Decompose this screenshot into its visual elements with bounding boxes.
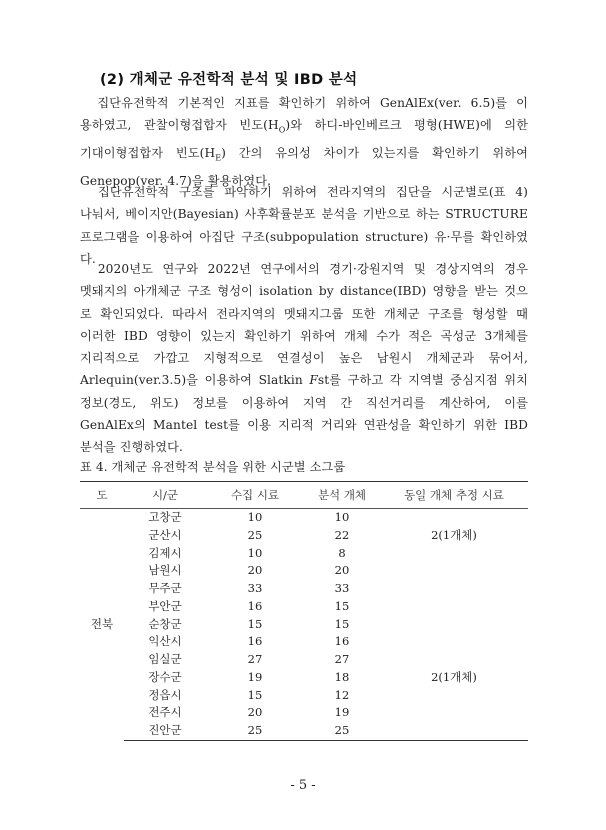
collected-cell: 25 (247, 527, 263, 542)
analyzed-cell: 33 (334, 581, 350, 595)
city-cell: 순창군 (148, 616, 182, 631)
city-cell: 정읍시 (148, 687, 182, 702)
analyzed-cell: 20 (334, 563, 350, 578)
header-collected: 수집 시료 (206, 482, 304, 509)
paragraph-line: 다. (80, 251, 96, 266)
duplicate-cell (380, 580, 528, 598)
table-row (80, 722, 528, 740)
italic-f: F (309, 373, 318, 388)
duplicate-cell (380, 616, 528, 634)
subscript-o: O (278, 125, 286, 135)
analyzed-cell: 12 (334, 687, 350, 702)
collected-cell: 20 (247, 705, 263, 720)
analyzed-cell: 22 (334, 527, 350, 542)
table-row (80, 580, 528, 598)
city-cell: 무주군 (148, 581, 182, 595)
paragraph-genetic-indices (80, 92, 528, 192)
collected-cell: 16 (247, 598, 263, 613)
city-cell: 부안군 (148, 598, 182, 613)
paragraph-line: 나눠서, 베이지안(Bayesian) 사후확률분포 분석을 기반으로 하는 STRUCTURE (80, 207, 528, 222)
header-city: 시/군 (124, 482, 206, 509)
header-province: 도 (80, 482, 124, 509)
collected-cell: 15 (247, 687, 263, 702)
collected-cell: 27 (247, 652, 263, 666)
header-duplicate: 동일 개체 추정 시료 (380, 482, 528, 509)
analyzed-cell: 8 (338, 545, 346, 560)
paragraph-line: 로 확인되었다. 따라서 전라지역의 멧돼지그룹 또한 개체군 구조를 형성할 때 (80, 306, 528, 321)
analyzed-cell: 27 (334, 652, 350, 666)
paragraph-line: 이러한 IBD 영향이 있는지 확인하기 위하여 개체 수가 적은 곡성군 3개체를 (80, 328, 528, 343)
subscript-e: E (215, 153, 222, 163)
city-cell: 진안군 (124, 722, 206, 740)
table-row (80, 527, 528, 545)
analyzed-cell: 19 (334, 705, 350, 720)
collected-cell: 10 (247, 510, 263, 524)
analyzed-cell: 10 (334, 510, 350, 524)
collected-cell: 19 (247, 669, 263, 684)
table-row (80, 598, 528, 616)
city-cell: 전주시 (148, 705, 182, 720)
analyzed-cell: 16 (334, 634, 350, 649)
duplicate-cell: 2(1개체) (431, 527, 477, 542)
paragraph-line: 분석을 진행하였다. (80, 440, 183, 455)
table-row (80, 651, 528, 669)
header-analyzed: 분석 개체 (304, 482, 380, 509)
city-cell: 익산시 (148, 634, 182, 649)
duplicate-cell (380, 651, 528, 669)
analyzed-cell: 18 (334, 669, 350, 684)
paragraph-line: 집단유전학적 구조를 파악하기 위하여 전라지역의 집단을 시군별로(표 4) (80, 185, 528, 199)
sample-group-table (80, 481, 528, 741)
analyzed-cell: 15 (334, 616, 350, 631)
city-cell: 임실군 (148, 652, 182, 666)
section-heading: (2) 개체군 유전학적 분석 및 IBD 분석 (100, 72, 358, 88)
city-cell: 고창군 (148, 510, 182, 524)
paragraph-line: GenAlEx의 Mantel test를 이용 지리적 거리와 연관성을 확인하기 위한 IBD (80, 418, 528, 433)
paragraph-line: 정보(경도, 위도) 정보를 이용하여 지역 간 직선거리를 계산하여, 이를 (80, 395, 528, 410)
duplicate-cell (380, 598, 528, 616)
table-row (80, 545, 528, 563)
paragraph-line: Arlequin(ver.3.5)을 이용하여 Slatkin Fst를 구하고 각 지역별 중심지점 위치 (80, 373, 529, 388)
collected-cell: 33 (247, 581, 263, 595)
analyzed-cell: 15 (334, 598, 350, 613)
table-row (80, 687, 528, 705)
paragraph-ibd-analysis (80, 258, 528, 459)
table-caption: 표 4. 개체군 유전학적 분석을 위한 시군별 소그룹 (80, 460, 346, 474)
duplicate-cell (380, 562, 528, 580)
paragraph-line: 지리적으로 가깝고 지형적으로 연결성이 높은 남원시 개체군과 묶어서, (80, 351, 528, 366)
duplicate-cell (380, 687, 528, 705)
paragraph-line: 집단유전학적 기본적인 지표를 확인하기 위하여 GenAlEx(ver. 6.5)를 이 (80, 96, 528, 110)
paragraph-line: 2020년도 연구와 2022년 연구에서의 경기·강원지역 및 경상지역의 경우 (80, 262, 528, 276)
paragraph-structure-analysis (80, 181, 528, 270)
duplicate-cell: 2(1개체) (431, 669, 477, 684)
duplicate-cell (380, 633, 528, 651)
table-body (80, 509, 528, 741)
collected-cell: 25 (206, 722, 304, 740)
province-cell: 전북 (90, 616, 114, 631)
table-row (80, 562, 528, 580)
table-row (80, 704, 528, 722)
duplicate-cell (380, 509, 528, 527)
table-row (80, 633, 528, 651)
paragraph-line: Genepop(ver. 4.7)을 활용하였다. (80, 173, 272, 188)
table-row (80, 669, 528, 687)
table-row (80, 616, 528, 634)
city-cell: 장수군 (148, 669, 182, 684)
duplicate-cell (380, 704, 528, 722)
city-cell: 김제시 (148, 545, 182, 560)
collected-cell: 10 (247, 545, 263, 560)
table-header-row (80, 482, 528, 509)
collected-cell: 16 (247, 634, 263, 649)
collected-cell: 20 (247, 563, 263, 578)
paragraph-line: 기대이형접합자 빈도$(H_E)$ 간의 유의성 차이가 있는지를 확인하기 위하여 (80, 146, 528, 163)
duplicate-cell (380, 545, 528, 563)
page-number: - 5 - (290, 778, 316, 793)
collected-cell: 15 (247, 616, 263, 631)
city-cell: 남원시 (148, 563, 182, 578)
paragraph-line: 프로그램을 이용하여 아집단 구조(subpopulation structure) 유·무를 확인하였 (80, 229, 528, 244)
table-row (80, 509, 528, 527)
paragraph-line: 멧돼지의 아개체군 구조 형성이 isolation by distance(IBD) 영향을 받는 것으 (80, 284, 528, 299)
paragraph-line: 용하였고, 관찰이형접합자 빈도$(H_O)$와 하디-바인베르크 평형(HWE)에 의한 (80, 118, 528, 135)
city-cell: 군산시 (148, 527, 182, 542)
duplicate-cell (380, 722, 528, 740)
analyzed-cell: 25 (304, 722, 380, 740)
